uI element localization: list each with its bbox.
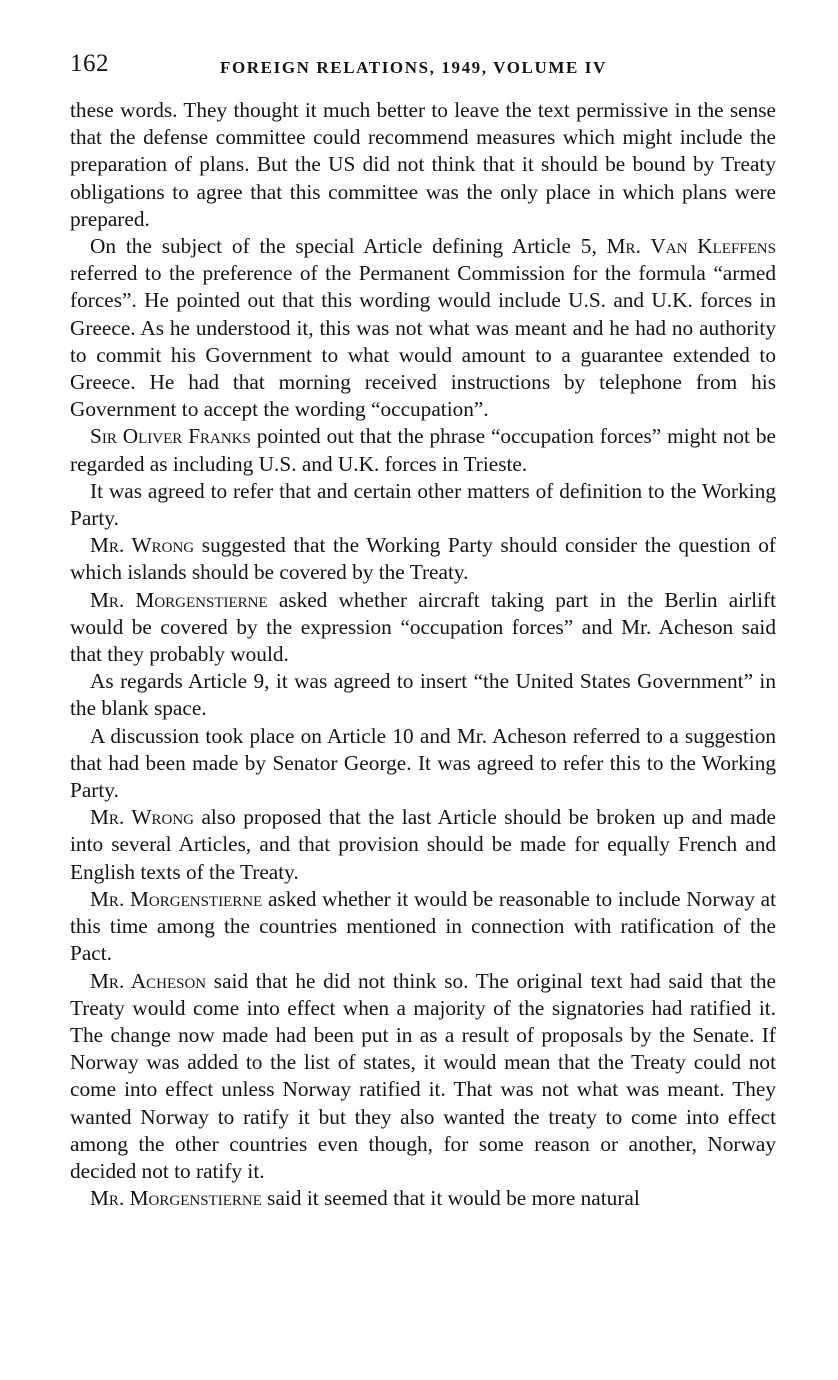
- paragraph-text: It was agreed to refer that and certain other matters of definition to the Working Party.: [70, 478, 776, 531]
- page-header: [70, 50, 776, 84]
- speaker-name: Mr. Wrong: [90, 533, 195, 558]
- paragraph: [70, 804, 776, 886]
- paragraph-text: said it seemed that it would be more natural: [261, 1186, 640, 1211]
- speaker-name: Mr. Morgenstierne: [90, 1186, 262, 1211]
- speaker-name: Sir Oliver Franks: [90, 424, 251, 449]
- paragraph: [70, 723, 776, 805]
- speaker-name: Mr. Morgenstierne: [90, 587, 268, 612]
- paragraph-lead-text: On the subject of the special Article defining Article 5,: [90, 234, 607, 259]
- paragraph: [70, 233, 776, 423]
- speaker-name: Mr. Van Kleffens: [606, 234, 776, 259]
- body-text: [70, 97, 776, 1212]
- speaker-name: Mr. Wrong: [90, 805, 194, 830]
- paragraph: [70, 97, 776, 233]
- page-number: 162: [70, 50, 109, 77]
- paragraph: [70, 1185, 776, 1212]
- speaker-name: Mr. Morgenstierne: [90, 886, 263, 911]
- paragraph-text: asked whether it would be reasonable to include Norway at this time among the countries mentioned in connection with ratification of the Pact.: [70, 886, 776, 966]
- paragraph: [70, 968, 776, 1186]
- paragraph: [70, 587, 776, 669]
- paragraph: [70, 532, 776, 586]
- paragraph-text: also proposed that the last Article should be broken up and made into several Articles, and that provision should be made for equally French and English texts of the Treaty.: [70, 805, 776, 884]
- paragraph: [70, 478, 776, 532]
- paragraph-text: referred to the preference of the Permanent Commission for the formula “armed forces”. He pointed out that this wording would include U.S. and U.K. forces in Greece. As he understood it, this was not what was meant and he had no authority to commit his Government to what would amount to a guarantee extended to Greece. He had that morning received instructions by telephone from his Government to accept the wording “occupation”.: [70, 261, 776, 422]
- paragraph-text: pointed out that the phrase “occupation forces” might not be regarded as including U.S. and U.K. forces in Trieste.: [70, 424, 776, 476]
- paragraph: [70, 423, 776, 477]
- paragraph: [70, 668, 776, 722]
- paragraph: [70, 886, 776, 968]
- paragraph-text: A discussion took place on Article 10 and Mr. Acheson referred to a suggestion that had been made by Senator George. It was agreed to refer this to the Working Party.: [70, 723, 776, 803]
- speaker-name: Mr. Acheson: [90, 968, 207, 993]
- running-head: FOREIGN RELATIONS, 1949, VOLUME IV: [220, 58, 607, 77]
- paragraph-text: suggested that the Working Party should consider the question of which islands should be covered by the Treaty.: [70, 533, 776, 585]
- paragraph-text: asked whether aircraft taking part in the Berlin airlift would be covered by the expression “occupation forces” and Mr. Acheson said that they probably would.: [70, 587, 776, 667]
- paragraph-text: these words. They thought it much better to leave the text permissive in the sense that the defense committee could recommend measures which might include the preparation of plans. But the US did not think that it should be bound by Treaty obligations to agree that this committee was the only place in which plans were prepared.: [70, 98, 776, 231]
- paragraph-text: said that he did not think so. The original text had said that the Treaty would come into effect when a majority of the signatories had ratified it. The change now made had been put in as a result of proposals by the Senate. If Norway was added to the list of states, it would mean that the Treaty could not come into effect unless Norway ratified it. That was not what was meant. They wanted Norway to ratify it but they also wanted the treaty to come into effect among the other countries even though, for some reason or another, Norway decided not to ratify it.: [70, 968, 776, 1183]
- paragraph-text: As regards Article 9, it was agreed to insert “the United States Government” in the blank space.: [70, 669, 776, 721]
